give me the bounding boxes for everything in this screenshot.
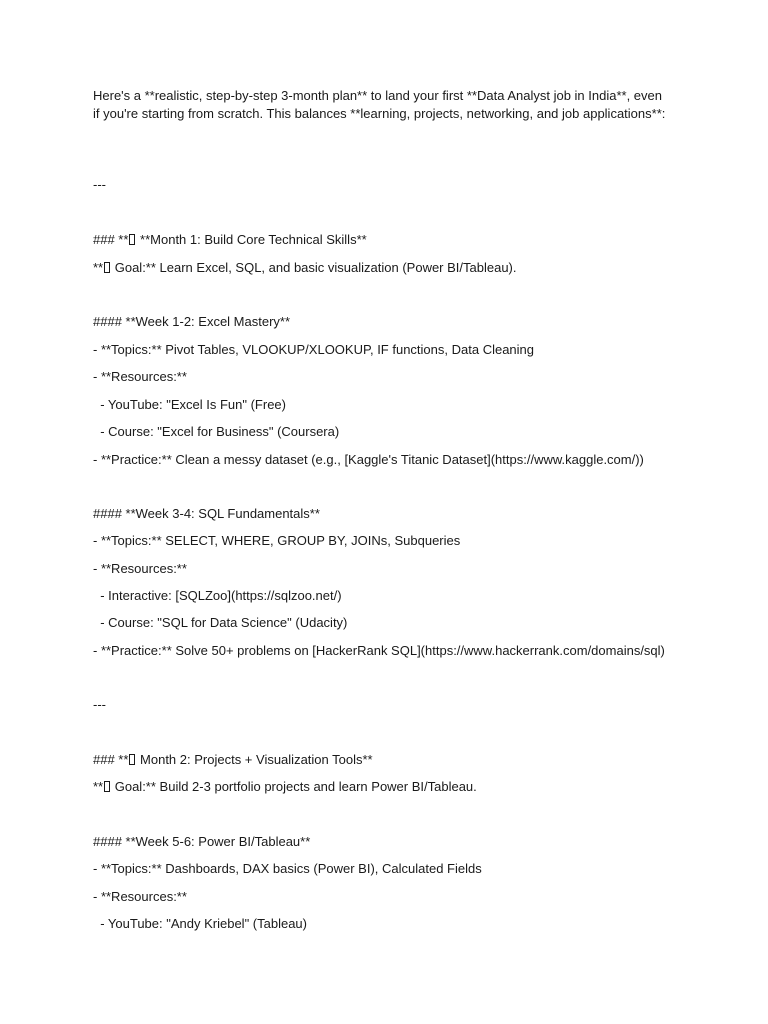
week1-heading: #### **Week 1-2: Excel Mastery**: [93, 314, 291, 329]
week1-topics: - **Topics:** Pivot Tables, VLOOKUP/XLOOKUP, IF functions, Data Cleaning: [93, 342, 535, 357]
heading-prefix: ### **: [93, 232, 129, 247]
missing-glyph-icon: [129, 234, 135, 245]
week1-practice: - **Practice:** Clean a messy dataset (e.g., [Kaggle's Titanic Dataset](https://www.kaggle.com/)): [93, 452, 644, 467]
week5-heading: #### **Week 5-6: Power BI/Tableau**: [93, 834, 311, 849]
week3-heading: #### **Week 3-4: SQL Fundamentals**: [93, 506, 320, 521]
week5-topics: - **Topics:** Dashboards, DAX basics (Power BI), Calculated Fields: [93, 861, 482, 876]
heading-text: Month 2: Projects + Visualization Tools**: [136, 752, 373, 767]
week5-resource-item: - YouTube: "Andy Kriebel" (Tableau): [93, 916, 307, 931]
month2-goal: [93, 778, 728, 796]
goal-prefix: **: [93, 260, 104, 275]
week3-topics: - **Topics:** SELECT, WHERE, GROUP BY, JOINs, Subqueries: [93, 533, 461, 548]
week1-resource-item: - Course: "Excel for Business" (Coursera): [93, 424, 340, 439]
heading-text: **Month 1: Build Core Technical Skills**: [136, 232, 367, 247]
week1-resources: - **Resources:**: [93, 369, 187, 384]
week1-resource-item: - YouTube: "Excel Is Fun" (Free): [93, 397, 286, 412]
divider: ---: [93, 697, 106, 712]
month2-heading: [93, 751, 728, 769]
divider: ---: [93, 177, 106, 192]
intro-paragraph: Here's a **realistic, step-by-step 3-month plan** to land your first **Data Analyst job in India**, even if you're starting from scratch. This balances **learning, projects, networking, and job applications**:: [93, 88, 666, 121]
missing-glyph-icon: [104, 781, 110, 792]
week5-resources: - **Resources:**: [93, 889, 187, 904]
missing-glyph-icon: [129, 754, 135, 765]
goal-text: Goal:** Build 2-3 portfolio projects and learn Power BI/Tableau.: [111, 779, 477, 794]
week3-resource-item: - Interactive: [SQLZoo](https://sqlzoo.net/): [93, 588, 342, 603]
month1-heading: [93, 231, 728, 249]
week3-resource-item: - Course: "SQL for Data Science" (Udacity): [93, 615, 348, 630]
week3-resources: - **Resources:**: [93, 561, 187, 576]
heading-prefix: ### **: [93, 752, 129, 767]
month1-goal: [93, 259, 728, 277]
week3-practice: - **Practice:** Solve 50+ problems on [HackerRank SQL](https://www.hackerrank.com/domains/sql): [93, 643, 665, 658]
goal-prefix: **: [93, 779, 104, 794]
missing-glyph-icon: [104, 262, 110, 273]
goal-text: Goal:** Learn Excel, SQL, and basic visualization (Power BI/Tableau).: [111, 260, 517, 275]
